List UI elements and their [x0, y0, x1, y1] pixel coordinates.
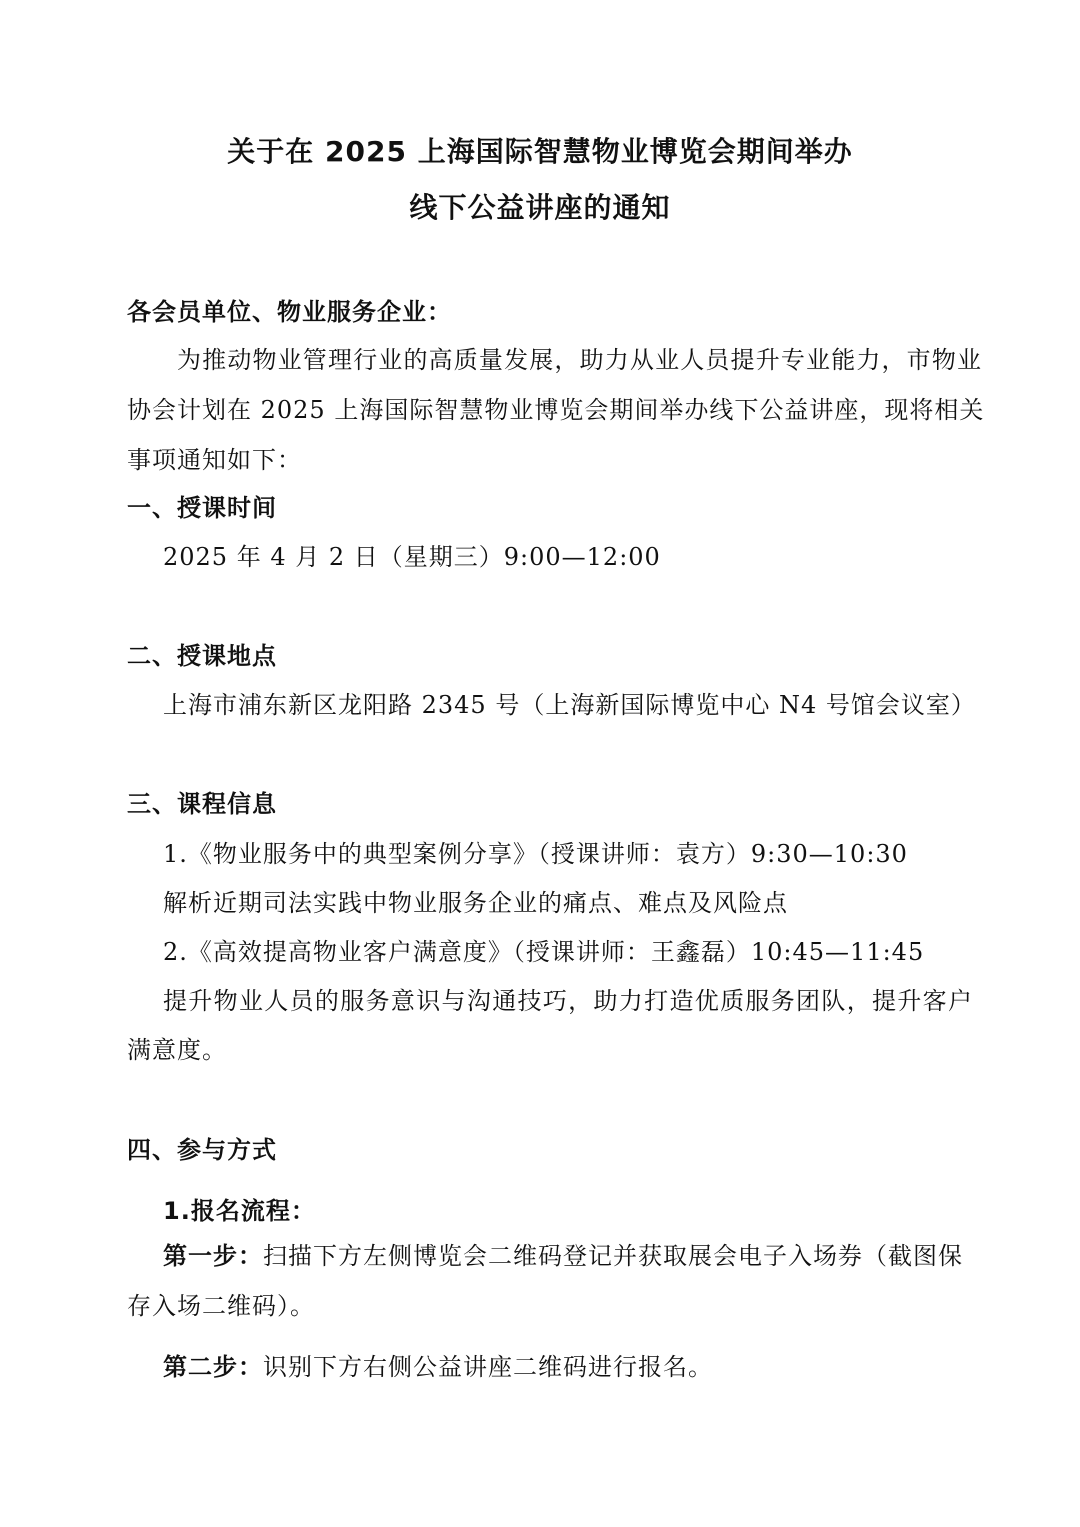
- section4-subheading: 1.报名流程：: [163, 1197, 316, 1225]
- salutation: 各会员单位、物业服务企业：: [127, 298, 452, 326]
- section1-heading: 一、授课时间: [127, 494, 277, 522]
- doc-title-line1: 关于在 2025 上海国际智慧物业博览会期间举办: [227, 135, 853, 168]
- step1-line2: 存入场二维码）。: [127, 1292, 315, 1320]
- step1-line1: [163, 1240, 963, 1272]
- course2-desc-line2: 满意度。: [127, 1036, 227, 1064]
- intro-line3: 事项通知如下：: [127, 446, 302, 474]
- section3-heading: 三、课程信息: [127, 790, 277, 818]
- step1-label: 第一步：: [163, 1242, 263, 1270]
- intro-line1: 为推动物业管理行业的高质量发展，助力从业人员提升专业能力，市物业: [177, 346, 982, 374]
- course2-title: 2.《高效提高物业客户满意度》（授课讲师：王鑫磊）10:45—11:45: [163, 938, 925, 966]
- course1-desc: 解析近期司法实践中物业服务企业的痛点、难点及风险点: [163, 889, 788, 917]
- step2-text: 识别下方右侧公益讲座二维码进行报名。: [263, 1353, 713, 1381]
- section4-heading: 四、参与方式: [127, 1136, 277, 1164]
- step1-text: 扫描下方左侧博览会二维码登记并获取展会电子入场券（截图保: [263, 1242, 963, 1270]
- intro-line2: 协会计划在 2025 上海国际智慧物业博览会期间举办线下公益讲座，现将相关: [127, 396, 985, 424]
- section1-text: 2025 年 4 月 2 日（星期三）9:00—12:00: [163, 543, 661, 571]
- course2-desc-line1: 提升物业人员的服务意识与沟通技巧，助力打造优质服务团队，提升客户: [163, 987, 973, 1015]
- step2-label: 第二步：: [163, 1353, 263, 1381]
- section2-text: 上海市浦东新区龙阳路 2345 号（上海新国际博览中心 N4 号馆会议室）: [163, 691, 976, 719]
- doc-title-line2: 线下公益讲座的通知: [409, 191, 671, 224]
- course1-title: 1.《物业服务中的典型案例分享》（授课讲师：袁方）9:30—10:30: [163, 840, 908, 868]
- step2-line: [163, 1351, 713, 1383]
- section2-heading: 二、授课地点: [127, 642, 277, 670]
